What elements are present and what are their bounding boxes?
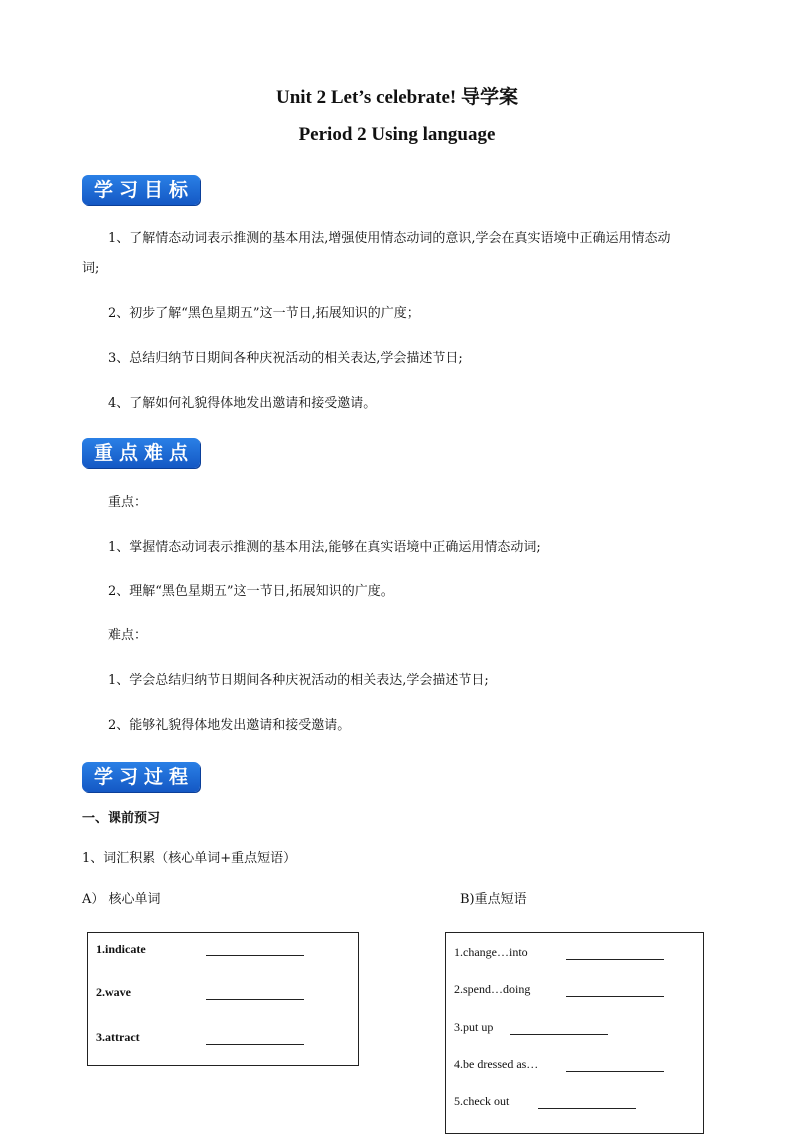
core-word-2: 2.wave — [96, 985, 131, 999]
objectives-badge: 学习目标 — [82, 175, 200, 205]
phrase-2: 2.spend…doing — [454, 982, 531, 996]
objective-4: 4、了解如何礼貌得体地发出邀请和接受邀请。 — [108, 396, 377, 411]
document-title: Unit 2 Let’s celebrate! 导学案 — [275, 87, 518, 108]
objective-1-line-1: 1、了解情态动词表示推测的基本用法,增强使用情态动词的意识,学会在真实语境中正确运用情态动 — [108, 231, 671, 246]
phrases-label: B)重点短语 — [460, 892, 527, 907]
process-badge: 学习过程 — [82, 762, 200, 792]
preview-heading: 一、课前预习 — [82, 811, 161, 826]
objective-2: 2、初步了解“黑色星期五”这一节日,拓展知识的广度； — [108, 306, 420, 321]
phrase-4-blank[interactable] — [566, 1071, 664, 1072]
phrase-1: 1.change…into — [454, 945, 528, 959]
key-label: 重点： — [108, 495, 148, 510]
phrase-3: 3.put up — [454, 1020, 494, 1034]
phrase-3-blank[interactable] — [510, 1034, 608, 1035]
phrase-4: 4.be dressed as… — [454, 1057, 539, 1071]
phrase-5-blank[interactable] — [538, 1108, 636, 1109]
core-words-box — [87, 932, 359, 1066]
objective-3: 3、总结归纳节日期间各种庆祝活动的相关表达,学会描述节日; — [108, 351, 463, 366]
objective-1-line-2: 词; — [82, 261, 100, 276]
key-point-2: 2、理解“黑色星期五”这一节日,拓展知识的广度。 — [108, 584, 394, 599]
difficult-point-1: 1、学会总结归纳节日期间各种庆祝活动的相关表达,学会描述节日; — [108, 673, 489, 688]
core-word-3-blank[interactable] — [206, 1044, 304, 1045]
core-word-1-blank[interactable] — [206, 955, 304, 956]
core-word-2-blank[interactable] — [206, 999, 304, 1000]
document-subtitle: Period 2 Using language — [298, 124, 496, 145]
keypoints-badge: 重点难点 — [82, 438, 200, 468]
phrases-box — [445, 932, 704, 1134]
difficult-label: 难点： — [108, 628, 148, 643]
vocab-heading: 1、词汇积累（核心单词+重点短语） — [82, 851, 297, 866]
difficult-point-2: 2、能够礼貌得体地发出邀请和接受邀请。 — [108, 718, 351, 733]
phrase-5: 5.check out — [454, 1094, 510, 1108]
phrase-2-blank[interactable] — [566, 996, 664, 997]
core-word-1: 1.indicate — [96, 942, 146, 956]
phrase-1-blank[interactable] — [566, 959, 664, 960]
core-word-3: 3.attract — [96, 1030, 140, 1044]
core-words-label: A） 核心单词 — [82, 892, 161, 907]
key-point-1: 1、掌握情态动词表示推测的基本用法,能够在真实语境中正确运用情态动词; — [108, 540, 541, 555]
